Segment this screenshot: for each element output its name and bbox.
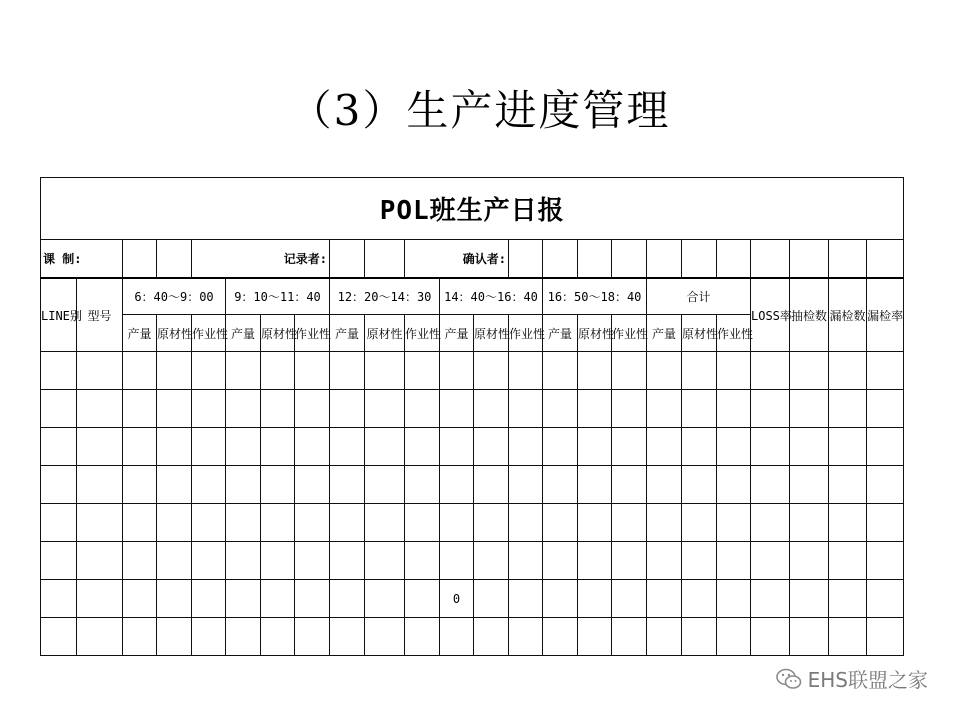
production-report-table — [40, 177, 904, 656]
table-cell[interactable] — [330, 580, 365, 618]
table-cell[interactable] — [790, 542, 829, 580]
sub-column-header: 产量 — [123, 315, 157, 352]
table-cell[interactable] — [612, 504, 647, 542]
table-cell[interactable] — [474, 428, 509, 466]
table-cell[interactable] — [474, 618, 509, 656]
table-cell[interactable] — [867, 352, 904, 390]
table-cell[interactable] — [365, 428, 405, 466]
table-cell[interactable] — [123, 390, 157, 428]
table-cell[interactable] — [790, 390, 829, 428]
table-cell[interactable] — [790, 580, 829, 618]
sub-column-header: 产量 — [647, 315, 682, 352]
table-cell[interactable] — [543, 352, 578, 390]
table-cell[interactable] — [77, 504, 123, 542]
col-header-line: LINE别 — [41, 278, 77, 352]
table-cell[interactable] — [829, 618, 867, 656]
table-cell[interactable] — [157, 504, 192, 542]
info-cell — [682, 240, 717, 279]
table-cell[interactable] — [157, 428, 192, 466]
table-cell[interactable] — [192, 390, 226, 428]
table-cell[interactable] — [440, 352, 474, 390]
table-cell[interactable] — [157, 542, 192, 580]
table-cell[interactable] — [261, 542, 295, 580]
table-cell[interactable] — [365, 618, 405, 656]
table-cell[interactable] — [226, 352, 261, 390]
info-cell — [717, 240, 751, 279]
table-cell[interactable] — [751, 466, 790, 504]
dept-label: 课 制: — [41, 240, 123, 279]
table-cell[interactable] — [578, 352, 612, 390]
table-cell[interactable] — [543, 580, 578, 618]
table-cell[interactable] — [509, 618, 543, 656]
slide-title: （3）生产进度管理 — [289, 86, 671, 135]
sub-column-header: 原材性 — [261, 315, 295, 352]
table-cell[interactable] — [405, 504, 440, 542]
col-header-missed-count: 漏检数 — [829, 278, 867, 352]
table-cell[interactable] — [829, 390, 867, 428]
table-cell[interactable] — [682, 542, 717, 580]
table-cell[interactable] — [717, 428, 751, 466]
sub-column-header: 作业性 — [717, 315, 751, 352]
table-cell[interactable] — [612, 352, 647, 390]
info-cell — [123, 240, 157, 279]
table-cell[interactable] — [440, 428, 474, 466]
info-cell — [647, 240, 682, 279]
table-cell[interactable] — [261, 580, 295, 618]
table-cell[interactable] — [192, 542, 226, 580]
info-cell — [365, 240, 405, 279]
table-cell[interactable] — [578, 542, 612, 580]
table-cell[interactable] — [192, 428, 226, 466]
table-cell[interactable] — [192, 504, 226, 542]
table-cell[interactable]: 0 — [440, 580, 474, 618]
col-header-loss-rate: LOSS率 — [751, 278, 790, 352]
table-cell[interactable] — [829, 504, 867, 542]
table-cell[interactable] — [790, 352, 829, 390]
info-cell — [867, 240, 904, 279]
table-cell[interactable] — [226, 466, 261, 504]
table-cell[interactable] — [612, 390, 647, 428]
table-row — [41, 542, 904, 580]
table-cell[interactable] — [192, 618, 226, 656]
table-cell[interactable] — [226, 580, 261, 618]
table-cell[interactable] — [751, 542, 790, 580]
table-cell[interactable] — [647, 580, 682, 618]
table-cell[interactable] — [509, 428, 543, 466]
table-cell[interactable] — [717, 390, 751, 428]
table-cell[interactable] — [751, 580, 790, 618]
table-cell[interactable] — [829, 352, 867, 390]
table-cell[interactable] — [77, 466, 123, 504]
period-header: 12：20～14：30 — [330, 278, 440, 315]
table-cell[interactable] — [867, 466, 904, 504]
table-cell[interactable] — [123, 542, 157, 580]
sub-column-header: 作业性 — [192, 315, 226, 352]
sub-column-header: 原材性 — [365, 315, 405, 352]
table-cell[interactable] — [790, 618, 829, 656]
table-cell[interactable] — [509, 580, 543, 618]
table-cell[interactable] — [330, 466, 365, 504]
table-cell[interactable] — [751, 504, 790, 542]
sub-column-header: 产量 — [226, 315, 261, 352]
sub-column-header: 原材性 — [578, 315, 612, 352]
table-cell[interactable] — [295, 618, 330, 656]
table-cell[interactable] — [647, 428, 682, 466]
table-cell[interactable] — [829, 580, 867, 618]
report-title: POL班生产日报 — [41, 178, 904, 240]
table-cell[interactable] — [365, 466, 405, 504]
table-cell[interactable] — [543, 428, 578, 466]
table-cell[interactable] — [123, 618, 157, 656]
table-cell[interactable] — [647, 504, 682, 542]
table-cell[interactable] — [295, 504, 330, 542]
table-cell[interactable] — [751, 618, 790, 656]
col-header-missed-rate: 漏检率 — [867, 278, 904, 352]
table-cell[interactable] — [77, 352, 123, 390]
confirmer-label: 确认者: — [405, 240, 509, 279]
table-cell[interactable] — [543, 618, 578, 656]
period-header: 14：40～16：40 — [440, 278, 543, 315]
table-cell[interactable] — [41, 580, 77, 618]
table-cell[interactable] — [123, 580, 157, 618]
table-cell[interactable] — [474, 580, 509, 618]
table-cell[interactable] — [77, 542, 123, 580]
table-cell[interactable] — [829, 542, 867, 580]
info-cell — [612, 240, 647, 279]
info-cell — [543, 240, 578, 279]
info-cell — [829, 240, 867, 279]
table-cell[interactable] — [612, 542, 647, 580]
table-cell[interactable] — [405, 352, 440, 390]
table-cell[interactable] — [612, 618, 647, 656]
table-cell[interactable] — [717, 580, 751, 618]
table-cell[interactable] — [474, 390, 509, 428]
table-cell[interactable] — [226, 618, 261, 656]
table-cell[interactable] — [474, 352, 509, 390]
table-cell[interactable] — [790, 504, 829, 542]
table-cell[interactable] — [751, 428, 790, 466]
table-cell[interactable] — [509, 390, 543, 428]
table-cell[interactable] — [157, 618, 192, 656]
table-cell[interactable] — [405, 580, 440, 618]
table-row — [41, 504, 904, 542]
table-cell[interactable] — [440, 542, 474, 580]
table-cell[interactable] — [682, 390, 717, 428]
table-cell[interactable] — [647, 352, 682, 390]
table-cell[interactable] — [405, 390, 440, 428]
table-cell[interactable] — [440, 618, 474, 656]
info-cell — [330, 240, 365, 279]
sub-column-header: 原材性 — [682, 315, 717, 352]
sub-column-header: 作业性 — [612, 315, 647, 352]
table-row — [41, 352, 904, 390]
table-cell[interactable] — [226, 504, 261, 542]
table-cell[interactable] — [509, 504, 543, 542]
table-cell[interactable] — [578, 428, 612, 466]
table-cell[interactable] — [261, 466, 295, 504]
table-cell[interactable] — [474, 504, 509, 542]
table-cell[interactable] — [365, 504, 405, 542]
table-cell[interactable] — [867, 580, 904, 618]
col-header-sample-count: 抽检数 — [790, 278, 829, 352]
table-cell[interactable] — [226, 390, 261, 428]
table-cell[interactable] — [682, 618, 717, 656]
info-cell — [157, 240, 192, 279]
sub-column-header: 作业性 — [295, 315, 330, 352]
wechat-icon — [776, 668, 802, 690]
table-cell[interactable] — [41, 618, 77, 656]
table-cell[interactable] — [192, 466, 226, 504]
table-cell[interactable] — [867, 618, 904, 656]
table-row — [41, 580, 904, 618]
period-header: 9：10～11：40 — [226, 278, 330, 315]
sub-column-header: 作业性 — [509, 315, 543, 352]
table-cell[interactable] — [578, 580, 612, 618]
table-cell[interactable] — [41, 542, 77, 580]
table-cell[interactable] — [330, 504, 365, 542]
info-cell — [790, 240, 829, 279]
table-row — [41, 390, 904, 428]
table-cell[interactable] — [405, 542, 440, 580]
table-cell[interactable] — [261, 428, 295, 466]
table-cell[interactable] — [405, 428, 440, 466]
table-cell[interactable] — [612, 428, 647, 466]
table-cell[interactable] — [790, 428, 829, 466]
table-cell[interactable] — [509, 542, 543, 580]
info-cell — [578, 240, 612, 279]
table-cell[interactable] — [330, 352, 365, 390]
table-cell[interactable] — [261, 618, 295, 656]
table-cell[interactable] — [717, 504, 751, 542]
table-cell[interactable] — [261, 390, 295, 428]
table-cell[interactable] — [157, 580, 192, 618]
table-cell[interactable] — [295, 352, 330, 390]
table-cell[interactable] — [578, 504, 612, 542]
table-cell[interactable] — [77, 618, 123, 656]
table-row — [41, 466, 904, 504]
col-header-model: 型号 — [77, 278, 123, 352]
table-cell[interactable] — [509, 352, 543, 390]
table-cell[interactable] — [295, 542, 330, 580]
table-cell[interactable] — [41, 504, 77, 542]
table-cell[interactable] — [192, 580, 226, 618]
table-cell[interactable] — [226, 542, 261, 580]
table-cell[interactable] — [647, 618, 682, 656]
table-cell[interactable] — [682, 428, 717, 466]
table-cell[interactable] — [829, 428, 867, 466]
table-cell[interactable] — [717, 542, 751, 580]
table-cell[interactable] — [682, 580, 717, 618]
table-cell[interactable] — [157, 352, 192, 390]
period-header: 6：40～9：00 — [123, 278, 226, 315]
table-cell[interactable] — [717, 466, 751, 504]
table-cell[interactable] — [717, 352, 751, 390]
table-cell[interactable] — [123, 504, 157, 542]
table-cell[interactable] — [543, 466, 578, 504]
table-cell[interactable] — [41, 428, 77, 466]
table-cell[interactable] — [751, 352, 790, 390]
table-cell[interactable] — [509, 466, 543, 504]
table-cell[interactable] — [123, 466, 157, 504]
total-header: 合计 — [647, 278, 751, 315]
table-cell[interactable] — [77, 580, 123, 618]
info-cell — [751, 240, 790, 279]
table-cell[interactable] — [543, 390, 578, 428]
watermark — [776, 664, 928, 693]
table-cell[interactable] — [295, 428, 330, 466]
table-cell[interactable] — [77, 428, 123, 466]
table-cell[interactable] — [41, 390, 77, 428]
table-row — [41, 428, 904, 466]
table-cell[interactable] — [440, 466, 474, 504]
table-cell[interactable] — [405, 618, 440, 656]
table-cell[interactable] — [123, 428, 157, 466]
table-cell[interactable] — [365, 542, 405, 580]
table-cell[interactable] — [867, 390, 904, 428]
table-cell[interactable] — [226, 428, 261, 466]
table-cell[interactable] — [295, 580, 330, 618]
table-cell[interactable] — [295, 466, 330, 504]
table-cell[interactable] — [157, 390, 192, 428]
table-cell[interactable] — [682, 352, 717, 390]
sub-column-header: 原材性 — [474, 315, 509, 352]
table-cell[interactable] — [440, 504, 474, 542]
table-cell[interactable] — [474, 542, 509, 580]
table-cell[interactable] — [440, 390, 474, 428]
table-cell[interactable] — [578, 390, 612, 428]
table-cell[interactable] — [261, 352, 295, 390]
table-cell[interactable] — [578, 618, 612, 656]
sub-column-header: 原材性 — [157, 315, 192, 352]
watermark-text: EHS联盟之家 — [807, 668, 928, 692]
table-cell[interactable] — [578, 466, 612, 504]
table-cell[interactable] — [543, 542, 578, 580]
table-cell[interactable] — [330, 428, 365, 466]
table-cell[interactable] — [474, 466, 509, 504]
table-cell[interactable] — [647, 542, 682, 580]
sub-column-header: 产量 — [543, 315, 578, 352]
table-cell[interactable] — [647, 466, 682, 504]
table-cell[interactable] — [330, 390, 365, 428]
table-cell[interactable] — [77, 390, 123, 428]
table-cell[interactable] — [867, 504, 904, 542]
table-row — [41, 618, 904, 656]
table-cell[interactable] — [41, 352, 77, 390]
table-cell[interactable] — [157, 466, 192, 504]
table-cell[interactable] — [647, 390, 682, 428]
table-cell[interactable] — [682, 466, 717, 504]
table-cell[interactable] — [192, 352, 226, 390]
recorder-label: 记录者: — [192, 240, 330, 279]
table-cell[interactable] — [790, 466, 829, 504]
sub-column-header: 产量 — [440, 315, 474, 352]
table-cell[interactable] — [829, 466, 867, 504]
table-cell[interactable] — [261, 504, 295, 542]
table-cell[interactable] — [867, 542, 904, 580]
table-cell[interactable] — [405, 466, 440, 504]
table-cell[interactable] — [123, 352, 157, 390]
table-cell[interactable] — [867, 428, 904, 466]
sub-column-header: 作业性 — [405, 315, 440, 352]
table-cell[interactable] — [365, 390, 405, 428]
table-cell[interactable] — [612, 466, 647, 504]
table-cell[interactable] — [365, 352, 405, 390]
table-cell[interactable] — [365, 580, 405, 618]
table-cell[interactable] — [751, 390, 790, 428]
table-cell[interactable] — [717, 618, 751, 656]
info-cell — [509, 240, 543, 279]
table-cell[interactable] — [543, 504, 578, 542]
table-cell[interactable] — [295, 390, 330, 428]
table-cell[interactable] — [682, 504, 717, 542]
table-cell[interactable] — [330, 618, 365, 656]
table-cell[interactable] — [41, 466, 77, 504]
table-cell[interactable] — [330, 542, 365, 580]
table-cell[interactable] — [612, 580, 647, 618]
sub-column-header: 产量 — [330, 315, 365, 352]
period-header: 16：50～18：40 — [543, 278, 647, 315]
